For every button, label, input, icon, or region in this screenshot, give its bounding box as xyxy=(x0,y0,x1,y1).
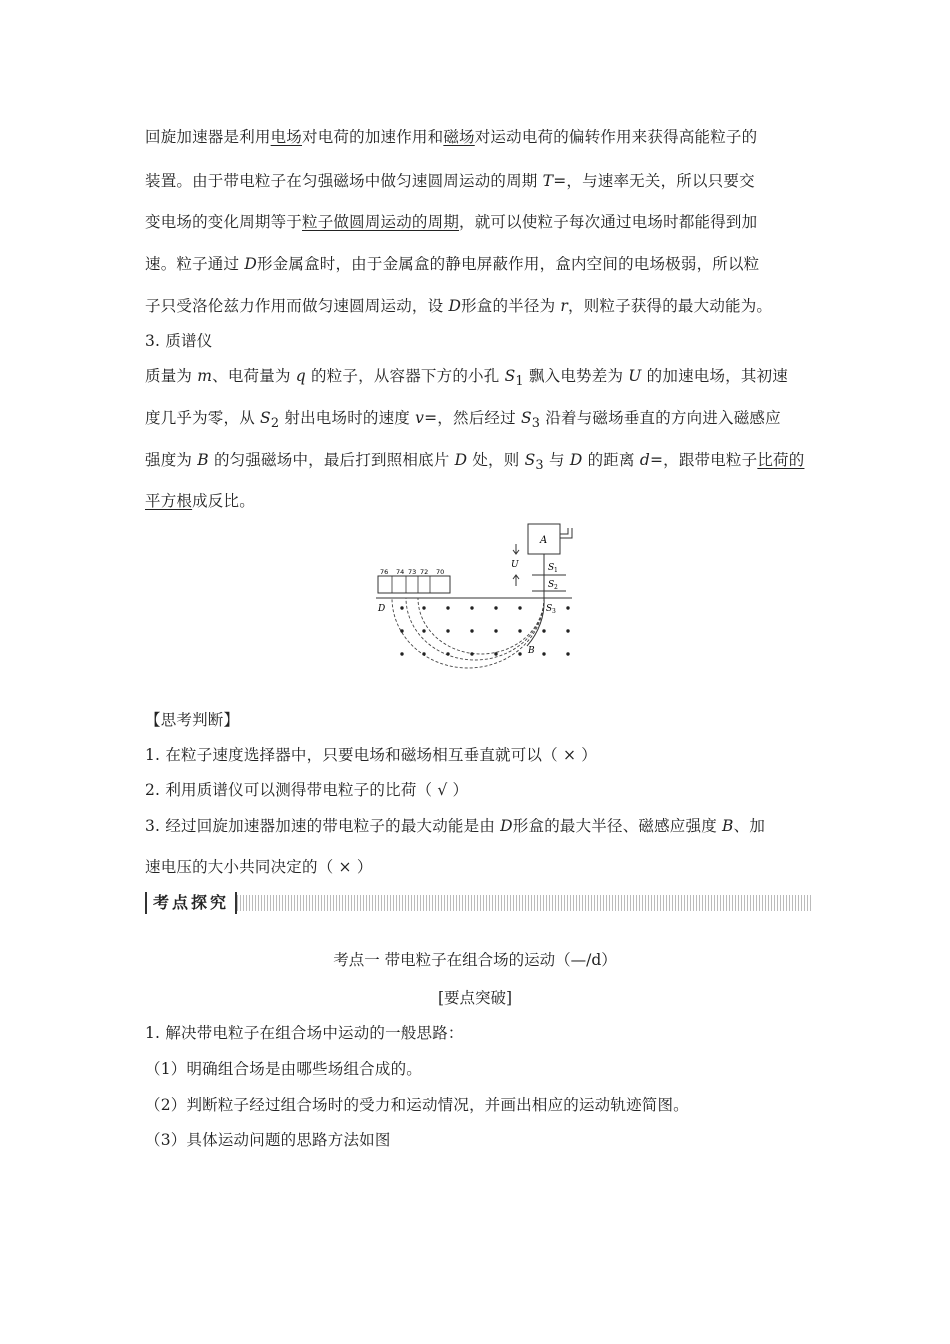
text: 的距离 xyxy=(582,451,640,469)
text: 对运动电荷的偏转作用来获得高能粒子的 xyxy=(474,128,758,146)
section-hatch xyxy=(237,895,813,911)
para1-line1 xyxy=(145,125,757,147)
subscript: 1 xyxy=(515,374,524,390)
section-label: 考点探究 xyxy=(145,892,237,914)
label-A: A xyxy=(540,535,548,546)
symbol: D xyxy=(454,451,468,469)
text: 速。粒子通过 xyxy=(145,255,245,273)
symbol: D xyxy=(569,451,583,469)
label-S2: S xyxy=(548,580,555,590)
text: =，然后经过 xyxy=(424,409,521,427)
topic-p4: （3）具体运动问题的思路方法如图 xyxy=(145,1131,391,1149)
topic-p1: 1. 解决带电粒子在组合场中运动的一般思路： xyxy=(145,1024,464,1042)
symbol: q xyxy=(295,367,306,385)
text: 飘入电势差为 xyxy=(523,367,629,385)
trajectory-solid xyxy=(527,598,544,646)
section-header xyxy=(145,892,813,914)
text: 3. 经过回旋加速器加速的带电粒子的最大动能是由 xyxy=(145,817,501,835)
subscript: 2 xyxy=(270,416,280,432)
para1-line5 xyxy=(145,294,772,316)
symbol: S xyxy=(260,409,271,427)
topic-subtitle: [要点突破] xyxy=(437,989,513,1007)
symbol: U xyxy=(628,367,642,385)
symbol: D xyxy=(500,817,513,835)
subscript: 3 xyxy=(531,416,541,432)
text: 度几乎为零，从 xyxy=(145,409,261,427)
symbol: S xyxy=(524,451,536,469)
symbol: d xyxy=(639,451,650,469)
topic-title: 考点一 带电粒子在组合场的运动（—/d） xyxy=(333,951,617,969)
scale-73: 73 xyxy=(408,568,417,576)
text: 强度为 xyxy=(145,451,198,469)
label-B: B xyxy=(528,646,535,656)
text: =，与速率无关，所以只要交 xyxy=(553,172,755,190)
text: 形盒的半径为 xyxy=(461,297,561,315)
para2-line4 xyxy=(145,489,255,511)
text: 射出电场时的速度 xyxy=(279,409,416,427)
symbol: v xyxy=(415,409,425,427)
text: 形盒的最大半径、磁感应强度 xyxy=(512,817,723,835)
think-q3-line1 xyxy=(145,814,765,836)
underlined-term: 平方根 xyxy=(145,492,193,510)
label-D: D xyxy=(378,604,386,614)
symbol: r xyxy=(560,297,569,315)
label-S3: S xyxy=(546,604,553,614)
symbol: B xyxy=(722,817,734,835)
text: 装置。由于带电粒子在匀强磁场中做匀速圆周运动的周期 xyxy=(145,172,543,190)
trajectory-74 xyxy=(406,598,544,660)
trajectory-72 xyxy=(418,598,544,654)
think-q1: 1. 在粒子速度选择器中，只要电场和磁场相互垂直就可以（ × ） xyxy=(145,746,597,764)
text: 、加 xyxy=(733,817,766,835)
underlined-term: 磁场 xyxy=(443,128,475,146)
text: ，就可以使粒子每次通过电场时都能得到加 xyxy=(459,213,758,231)
mass-spectrometer-diagram xyxy=(372,520,582,670)
scale-72: 72 xyxy=(420,568,429,576)
para2-line3 xyxy=(145,448,804,473)
text: 与 xyxy=(543,451,570,469)
text: ，则粒子获得的最大动能为。 xyxy=(568,297,773,315)
text: 形金属盒时，由于金属盒的静电屏蔽作用，盒内空间的电场极弱，所以粒 xyxy=(256,255,760,273)
symbol: m xyxy=(197,367,213,385)
text: 、电荷量为 xyxy=(212,367,296,385)
symbol: S xyxy=(504,367,516,385)
symbol: B xyxy=(197,451,209,469)
label-U: U xyxy=(511,560,519,570)
label-S3-sub: 3 xyxy=(552,608,556,615)
text: 沿着与磁场垂直的方向进入磁感应 xyxy=(540,409,781,427)
photo-plate xyxy=(378,576,450,593)
inlet-pipe xyxy=(560,528,572,538)
para1-line2 xyxy=(145,169,755,191)
text: 的粒子，从容器下方的小孔 xyxy=(305,367,505,385)
label-S1-sub: 1 xyxy=(554,567,558,574)
text: 对电荷的加速作用和 xyxy=(302,128,444,146)
text: 处，则 xyxy=(467,451,525,469)
magnetic-field-dots xyxy=(400,606,569,655)
text: 的加速电场，其初速 xyxy=(641,367,788,385)
symbol: S xyxy=(520,409,532,427)
para2-line1 xyxy=(145,364,788,389)
think-title: 【思考判断】 xyxy=(145,711,240,729)
text: 子只受洛伦兹力作用而做匀速圆周运动，设 xyxy=(145,297,449,315)
text: 成反比。 xyxy=(192,492,255,510)
text: =，跟带电粒子 xyxy=(649,451,758,469)
text: 变电场的变化周期等于 xyxy=(145,213,303,231)
topic-p3: （2）判断粒子经过组合场时的受力和运动情况，并画出相应的运动轨迹简图。 xyxy=(145,1096,689,1114)
text: 的匀强磁场中，最后打到照相底片 xyxy=(208,451,455,469)
scale-70: 70 xyxy=(436,568,445,576)
subscript: 3 xyxy=(535,458,544,474)
label-S2-sub: 2 xyxy=(554,584,558,591)
symbol: T xyxy=(542,172,554,190)
underlined-term: 粒子做圆周运动的周期 xyxy=(302,213,460,231)
para1-line3 xyxy=(145,210,757,232)
symbol: D xyxy=(244,255,257,273)
symbol: D xyxy=(448,297,462,315)
para1-line4 xyxy=(145,252,759,274)
text: 回旋加速器是利用 xyxy=(145,128,271,146)
heading-mass-spectrometer: 3. 质谱仪 xyxy=(145,332,213,350)
text: 质量为 xyxy=(145,367,198,385)
scale-76: 76 xyxy=(380,568,389,576)
think-q3-line2: 速电压的大小共同决定的（ × ） xyxy=(145,858,373,876)
underlined-term: 电场 xyxy=(270,128,303,146)
label-S1: S xyxy=(548,563,555,573)
think-q2: 2. 利用质谱仪可以测得带电粒子的比荷（ √ ） xyxy=(145,781,469,799)
underlined-term: 比荷的 xyxy=(757,451,805,469)
scale-74: 74 xyxy=(396,568,405,576)
para2-line2 xyxy=(145,406,781,431)
topic-p2: （1）明确组合场是由哪些场组合成的。 xyxy=(145,1060,422,1078)
